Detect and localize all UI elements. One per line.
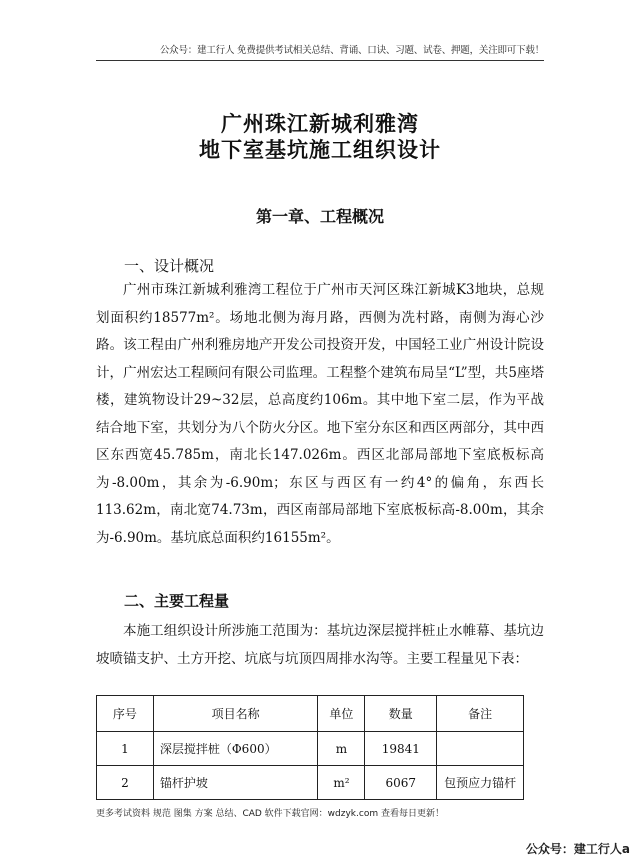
header-remark: 备注 <box>437 696 524 732</box>
section2-heading: 二、主要工程量 <box>124 592 230 610</box>
cell-qty: 19841 <box>365 732 437 766</box>
table-header-row <box>97 696 524 732</box>
footer-note: 更多考试资料 规范 图集 方案 总结、CAD 软件下载官网：wdzyk.com 查看每日更新！ <box>96 809 444 819</box>
cell-name: 锚杆护坡 <box>153 766 318 800</box>
chapter-heading: 第一章、工程概况 <box>255 207 384 226</box>
cell-name: 深层搅拌桩（Φ600） <box>153 732 318 766</box>
cell-no: 2 <box>97 766 154 800</box>
section2-paragraph <box>96 618 544 673</box>
document-title-line2: 地下室基坑施工组织设计 <box>199 138 441 162</box>
cell-remark <box>437 732 524 766</box>
document-title-line1: 广州珠江新城利雅湾 <box>221 112 419 136</box>
watermark: 公众号：建工行人a <box>525 842 630 856</box>
cell-unit: m <box>318 732 365 766</box>
header-qty: 数量 <box>365 696 437 732</box>
section1-text: 广州市珠江新城利雅湾工程位于广州市天河区珠江新城K3地块，总规划面积约18577m²。场地北侧为海月路，西侧为冼村路，南侧为海心沙路。该工程由广州利雅房地产开发公司投资开发，中国轻工业广州设计院设计，广州宏达工程顾问有限公司监理。工程整个建筑布局呈“L”型，共5座塔楼，建筑物设计29~32层，总高度约106m。其中地下室二层，作为平战结合地下室，共划分为八个防火分区。地下室分东区和西区两部分，其中西区东西宽45.785m，南北长147.026m。西区北部局部地下室底板标高为-8.00m，其余为-6.90m；东区与西区有一约4°的偏角，东西长113.62m，南北宽74.73m，西区南部局部地下室底板标高-8.00m，其余为-6.90m。基坑底总面积约16155m²。 <box>96 282 544 546</box>
cell-no: 1 <box>97 732 154 766</box>
table-row <box>97 732 524 766</box>
cell-remark: 包预应力锚杆 <box>437 766 524 800</box>
table-row <box>97 766 524 800</box>
header-no: 序号 <box>97 696 154 732</box>
section1-paragraph <box>96 277 544 552</box>
cell-qty: 6067 <box>365 766 437 800</box>
header-name: 项目名称 <box>153 696 318 732</box>
header-note: 公众号：建工行人 免费提供考试相关总结、背诵、口诀、习题、试卷、押题，关注即可下载！ <box>159 45 544 56</box>
section1-heading: 一、设计概况 <box>124 257 215 275</box>
header-unit: 单位 <box>318 696 365 732</box>
header-divider <box>96 60 544 61</box>
cell-unit: m² <box>318 766 365 800</box>
quantities-table <box>96 695 524 800</box>
section2-text: 本施工组织设计所涉施工范围为：基坑边深层搅拌桩止水帷幕、基坑边坡喷锚支护、土方开挖、坑底与坑顶四周排水沟等。主要工程量见下表： <box>96 623 544 667</box>
